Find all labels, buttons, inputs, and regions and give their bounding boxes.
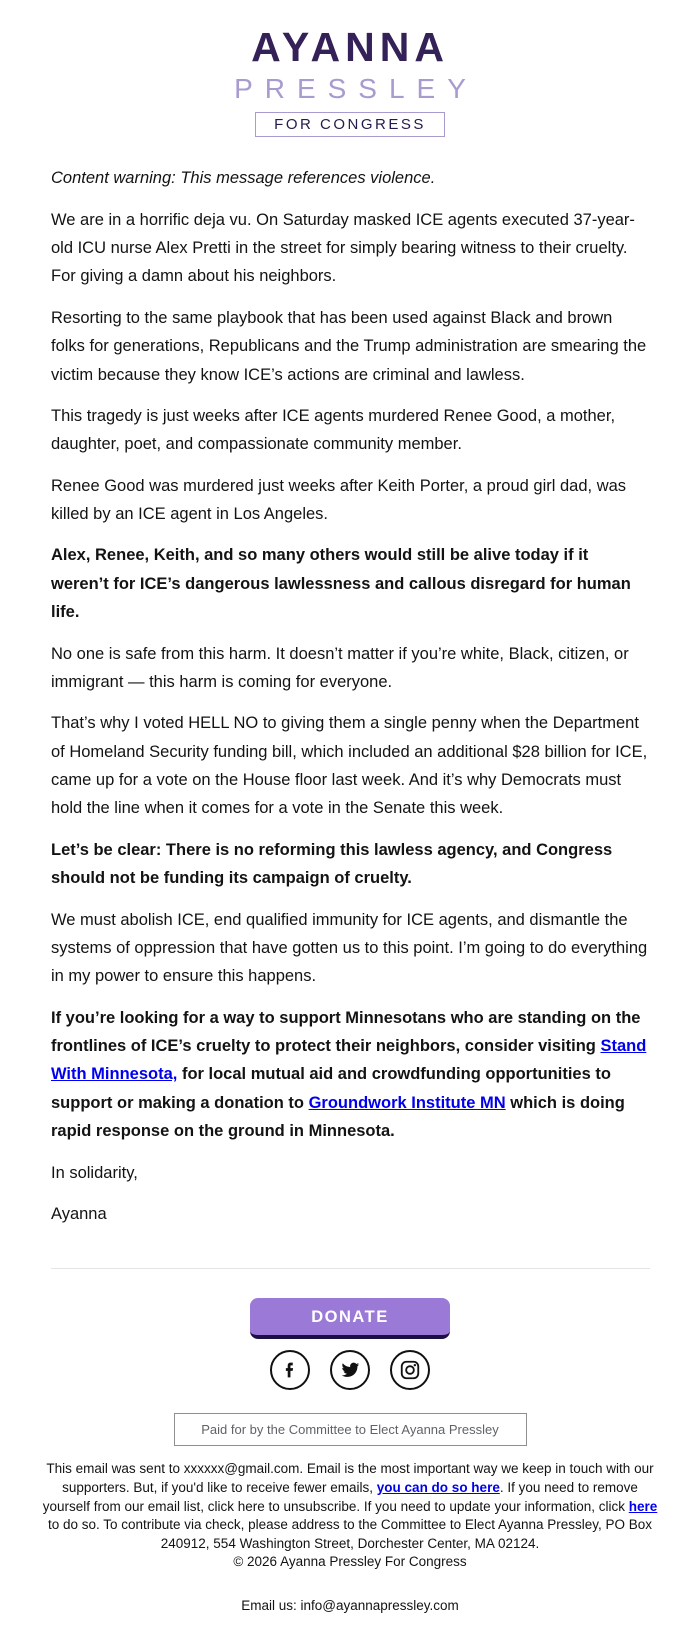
- logo-tagline: FOR CONGRESS: [255, 112, 445, 137]
- paragraph: If you’re looking for a way to support Minnesotans who are standing on the frontlines of ICE’s cruelty to protect their neighbors, consider visiting Stand With Minnesota, for local mutual aid and crowdfunding opportunities to support or making a donation to Groundwork Institute MN which is doing rapid response on the ground in Minnesota.: [51, 1008, 647, 1141]
- facebook-icon: [279, 1359, 301, 1381]
- instagram-icon: [399, 1359, 421, 1381]
- instagram-button[interactable]: [390, 1350, 430, 1390]
- footer-disclaimer: This email was sent to xxxxxx@gmail.com. Email is the most important way we keep in touch with our supporters. But, if you'd like to receive fewer emails, you can do so here. If you need to remove yourself from our email list, click here to unsubscribe. If you need to update your information, click here to do so. To contribute via check, please address to the Committee to Elect Ayanna Pressley, PO Box 240912, 554 Washington Street, Dorchester Center, MA 02124.: [42, 1461, 658, 1551]
- donate-button[interactable]: DONATE: [250, 1298, 450, 1339]
- donate-section: [0, 1298, 700, 1339]
- inline-link[interactable]: Stand With Minnesota,: [51, 1037, 647, 1084]
- facebook-button[interactable]: [270, 1350, 310, 1390]
- copyright-line: © 2026 Ayanna Pressley For Congress: [233, 1554, 467, 1570]
- paragraph: We must abolish ICE, end qualified immunity for ICE agents, and dismantle the systems of oppression that have gotten us to this point. I’m going to do everything in my power to ensure this happens.: [51, 910, 648, 986]
- paragraph: We are in a horrific deja vu. On Saturday masked ICE agents executed 37-year-old ICU nurse Alex Pretti in the street for simply bearing witness to their cruelty. For giving a damn about his neighbors.: [51, 210, 635, 286]
- social-links: [0, 1350, 700, 1390]
- inline-link[interactable]: you can do so here: [376, 1479, 500, 1495]
- paragraph: Renee Good was murdered just weeks after Keith Porter, a proud girl dad, was killed by an ICE agent in Los Angeles.: [51, 476, 627, 524]
- email-body: [0, 137, 700, 1228]
- paragraph: No one is safe from this harm. It doesn’t matter if you’re white, Black, citizen, or immigrant — this harm is coming for everyone.: [51, 644, 629, 691]
- twitter-icon: [339, 1359, 361, 1381]
- paragraph: Resorting to the same playbook that has been used against Black and brown folks for generations, Republicans and the Trump administration are smearing the victim because they know ICE’s actions are criminal and lawless.: [51, 308, 647, 384]
- divider: [51, 1268, 650, 1269]
- paragraph: Let’s be clear: There is no reforming this lawless agency, and Congress should not be funding its campaign of cruelty.: [51, 840, 613, 888]
- paragraph: This tragedy is just weeks after ICE agents murdered Renee Good, a mother, daughter, poet, and compassionate community member.: [51, 406, 616, 454]
- paragraph: That’s why I voted HELL NO to giving them a single penny when the Department of Homeland Security funding bill, which included an additional $28 billion for ICE, came up for a vote on the House floor last week. And it’s why Democrats must hold the line when it comes for a vote in the Senate this week.: [51, 714, 648, 818]
- twitter-button[interactable]: [330, 1350, 370, 1390]
- paid-for-box: Paid for by the Committee to Elect Ayanna Pressley: [174, 1413, 527, 1446]
- contact-email-line: Email us: info@ayannapressley.com: [241, 1598, 459, 1614]
- logo-name: AYANNA: [251, 24, 449, 70]
- paragraph: In solidarity,: [51, 1163, 138, 1182]
- logo-surname: PRESSLEY: [234, 73, 478, 105]
- campaign-logo: [0, 0, 700, 137]
- paragraph: Content warning: This message references violence.: [51, 169, 436, 188]
- paragraph: Ayanna: [51, 1204, 107, 1223]
- paragraph: Alex, Renee, Keith, and so many others would still be alive today if it weren’t for ICE’s dangerous lawlessness and callous disregard for human life.: [51, 546, 631, 622]
- inline-link[interactable]: Groundwork Institute MN: [308, 1093, 506, 1112]
- inline-link[interactable]: here: [628, 1498, 658, 1514]
